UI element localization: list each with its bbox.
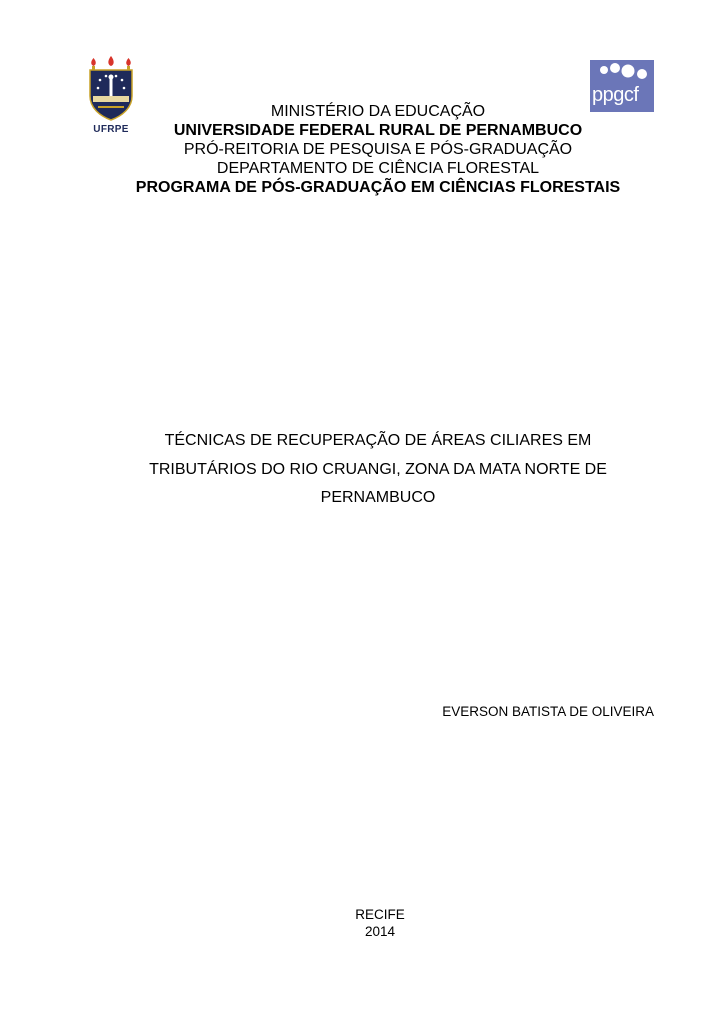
title-line: TÉCNICAS DE RECUPERAÇÃO DE ÁREAS CILIARES EM: [164, 432, 592, 449]
author-name: EVERSON BATISTA DE OLIVEIRA: [442, 704, 654, 719]
header-department: DEPARTAMENTO DE CIÊNCIA FLORESTAL: [216, 160, 540, 177]
header-ministry: MINISTÉRIO DA EDUCAÇÃO: [270, 103, 486, 120]
city: RECIFE: [355, 907, 405, 922]
header-university: UNIVERSIDADE FEDERAL RURAL DE PERNAMBUCO: [173, 122, 583, 139]
year: 2014: [364, 924, 396, 939]
header-pro-rectorate: PRÓ-REITORIA DE PESQUISA E PÓS-GRADUAÇÃO: [183, 141, 573, 158]
title-line: TRIBUTÁRIOS DO RIO CRUANGI, ZONA DA MATA NORTE DE: [149, 460, 607, 478]
title-line: PERNAMBUCO: [320, 489, 436, 506]
thesis-title: [100, 427, 656, 513]
institution-header: [100, 102, 656, 197]
ufrpe-logo-label: UFRPE: [93, 124, 129, 135]
place-and-date: [280, 906, 480, 940]
header-program: PROGRAMA DE PÓS-GRADUAÇÃO EM CIÊNCIAS FLORESTAIS: [135, 179, 621, 196]
ppgcf-logo-label: ppgcf: [592, 84, 639, 106]
